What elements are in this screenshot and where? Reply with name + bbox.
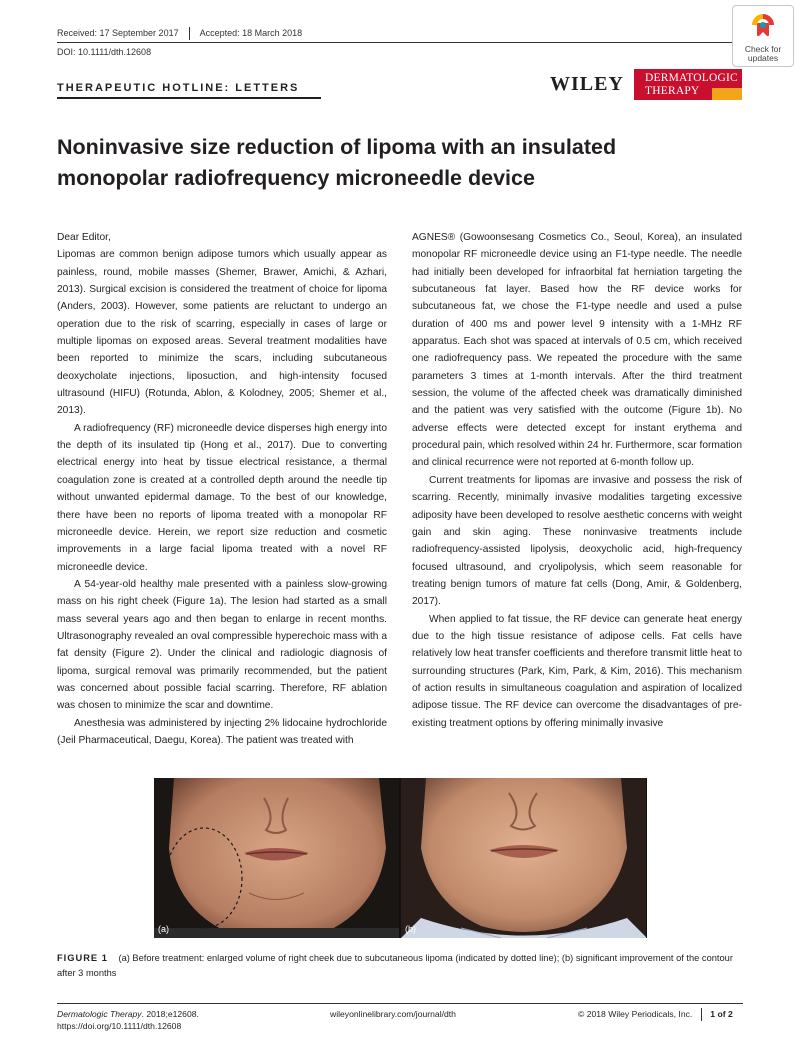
journal-logo-accent <box>712 88 742 100</box>
publisher-logo: WILEY <box>550 73 624 95</box>
footer-journal-name: Dermatologic Therapy <box>57 1009 142 1019</box>
article-title: Noninvasive size reduction of lipoma with an insulated monopolar radiofrequency microneedle device <box>57 135 617 190</box>
doi[interactable]: DOI: 10.1111/dth.12608 <box>57 47 152 57</box>
body-paragraph: Current treatments for lipomas are invasive and possess the risk of scarring. Recently, minimally invasive modalities targeting excessive adiposity have been developed to resolve aesthetic concerns with weight gain and skin aging. These noninvasive treatments include radiofrequency-assisted lipolysis, deoxycholic acid, high-frequency focused ultrasound, and cryolipolysis, which seem reasonable for treating benign tumors of mature fat cells (Dong, Amir, & Goldenberg, 2017). <box>412 474 742 608</box>
crossmark-icon <box>750 12 776 38</box>
journal-name-line1: DERMATOLOGIC <box>645 72 738 84</box>
section-rule <box>57 97 321 99</box>
footer-doi-link[interactable]: https://doi.org/10.1111/dth.12608 <box>57 1021 182 1031</box>
received-date: Received: 17 September 2017 <box>57 28 179 38</box>
footer-rule <box>57 1003 743 1004</box>
body-paragraph: Anesthesia was administered by injecting 2% lidocaine hydrochloride (Jeil Pharmaceutical, Daegu, Korea). The patient was treated with <box>57 717 387 746</box>
panel-a-label: (a) <box>158 924 169 934</box>
check-updates-label: Check for updates <box>744 44 782 63</box>
figure-caption <box>57 951 743 981</box>
footer-copyright: © 2018 Wiley Periodicals, Inc. <box>578 1009 693 1019</box>
footer-citation <box>57 1008 199 1032</box>
journal-name-line2: THERAPY <box>645 85 700 97</box>
journal-logo <box>634 69 742 100</box>
body-paragraph: AGNES® (Gowoonsesang Cosmetics Co., Seoul, Korea), an insulated monopolar RF microneedle device using an F1-type needle. The needle had initially been developed for infraorbital fat herniation targeting the subcutaneous fat layer. Based how the RF device works for subcutaneous fat, we chose the F1-type needle and used a pulse duration of 400 ms and power level 9 intensity with a 1-MHz RF apparatus. Each shot was spaced at intervals of 0.5 cm, which received one radiofrequency pass. We repeated the procedure with the same parameters 3 times at 1-month intervals. After the third treatment session, the volume of the affected cheek was dramatically diminished and the patient was very satisfied with the outcome (Figure 1b). No adverse effects were detected except for instant erythema and procedural pain, which resolved within 24 hr. Furthermore, scar formation and clinical recurrence were not reported at 6-month follow up. <box>412 232 742 469</box>
page-number: 1 of 2 <box>710 1009 733 1019</box>
body-paragraph: A 54-year-old healthy male presented with a painless slow-growing mass on his right cheek (Figure 1a). The lesion had started as a small mass several years ago and then began to enlarge in recent months. Ultrasonography revealed an oval compressible hyperechoic mass with a fat density (Figure 2). Under the clinical and radiologic diagnosis of lipoma, surgical removal was primarily recommended, but the patient was concerned about possible facial scarring. Therefore, RF ablation was chosen to minimize the scar and downtime. <box>57 578 387 712</box>
check-for-updates-button[interactable] <box>732 5 794 67</box>
header-rule <box>57 42 742 43</box>
panel-b-label: (b) <box>405 924 416 934</box>
figure-panel-b-photo <box>401 778 646 938</box>
date-separator <box>189 27 190 40</box>
footer-citation-text: . 2018;e12608. <box>141 1009 199 1019</box>
figure-panel-a-photo <box>154 778 399 938</box>
body-paragraph: A radiofrequency (RF) microneedle device disperses high energy into the depth of its insulated tip (Hong et al., 2017). Due to converting electrical energy into heat by tissue electrical resistance, a thermal coagulation zone is created at a controlled depth around the needle tip without unwanted epidermal damage. To the best of our knowledge, there have been no reports of lipoma treated with a monopolar RF microneedle device. Herein, we report size reduction and cosmetic improvements in a large facial lipoma treated with a novel RF microneedle device. <box>57 422 387 573</box>
figure-caption-label: FIGURE 1 <box>57 953 108 963</box>
body-paragraph: When applied to fat tissue, the RF device can generate heat energy due to the high tissue resistance of adipose cells. Fat cells have relatively low heat transfer coefficients and therefore transmit little heat to surrounding structures (Park, Kim, Park, & Kim, 2016). This mechanism of action results in simultaneous coagulation and aspiration of localized adipose tissue. The RF device can overcome the disadvantages of pre-existing treatment options by offering minimally invasive <box>412 613 742 729</box>
body-column-left <box>57 229 387 749</box>
body-column-right <box>412 229 742 732</box>
footer-right <box>578 1008 733 1021</box>
salutation: Dear Editor, <box>57 232 111 243</box>
accepted-date: Accepted: 18 March 2018 <box>199 28 303 38</box>
footer-separator <box>701 1008 702 1021</box>
body-paragraph: Lipomas are common benign adipose tumors which usually appear as painless, round, mobile masses (Shemer, Brawer, Amichi, & Azhari, 2013). Surgical excision is considered the treatment of choice for lipoma (Anders, 2003). However, some patients are reluctant to undergo an operation due to the risk of scarring, especially in cases of large or multiple lipomas on exposed areas. Several treatment modalities have been reported to minimize the scars, including subcutaneous deoxycholate injections, liposuction, and high-intensity focused ultrasound (HIFU) (Rotunda, Ablon, & Kolodney, 2005; Shemer et al., 2013). <box>57 249 387 417</box>
figure-1 <box>154 778 647 938</box>
section-heading: THERAPEUTIC HOTLINE: LETTERS <box>57 82 300 94</box>
figure-caption-text: (a) Before treatment: enlarged volume of right cheek due to subcutaneous lipoma (indicated by dotted line); (b) significant improvement of the contour after 3 months <box>57 953 733 978</box>
footer-site-link[interactable]: wileyonlinelibrary.com/journal/dth <box>330 1009 456 1019</box>
